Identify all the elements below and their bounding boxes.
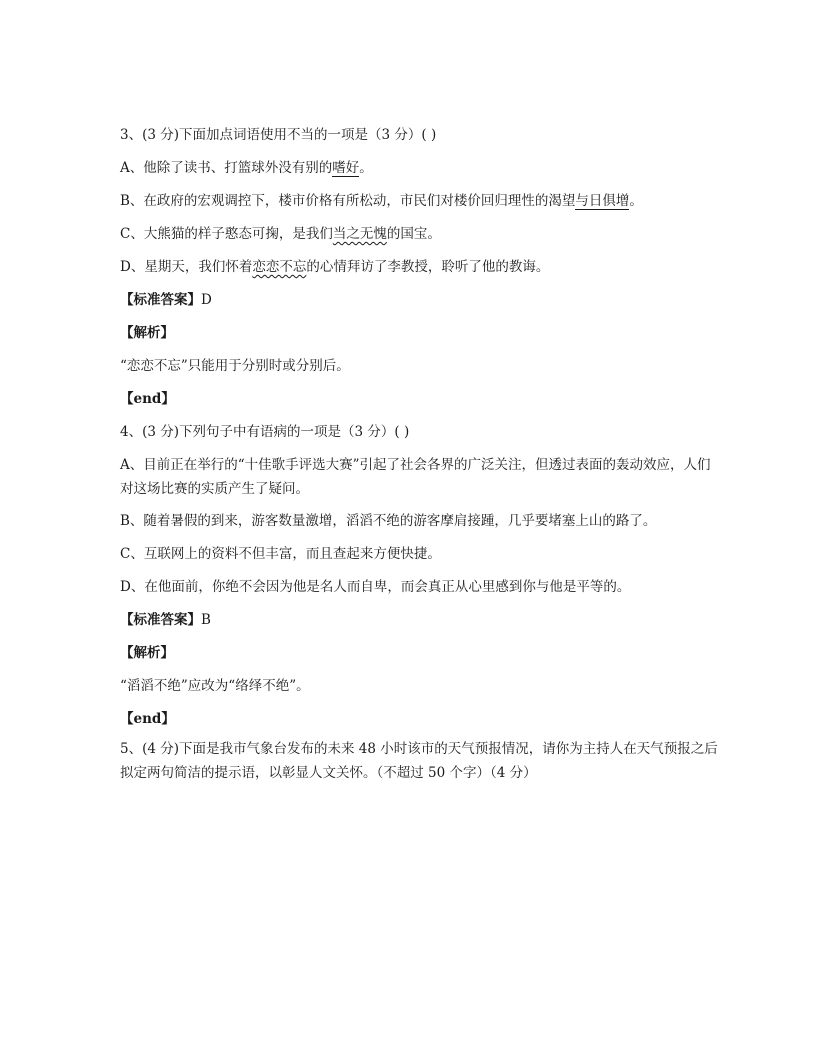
- q4-option-b: B、随着暑假的到来，游客数量激增，滔滔不绝的游客摩肩接踵，几乎要堵塞上山的路了。: [120, 513, 657, 529]
- q4-option-d: D、在他面前，你绝不会因为他是名人而自卑，而会真正从心里感到你与他是平等的。: [120, 579, 631, 595]
- q3-option-c: [120, 225, 720, 243]
- q3-option-b: [120, 192, 720, 210]
- q3-option-b-word: 与日俱增: [575, 193, 630, 209]
- q3-option-a-end: 。: [359, 160, 373, 176]
- q3-option-b-text: B、在政府的宏观调控下，楼市价格有所松动，市民们对楼价回归理性的渴望: [120, 193, 576, 209]
- q4-end-marker: 【end】: [120, 711, 175, 727]
- q3-end-marker: 【end】: [120, 391, 175, 407]
- q4-analysis-text: “滔滔不绝”应改为“络绎不绝”。: [120, 678, 310, 694]
- q3-option-c-end: 的国宝。: [386, 226, 441, 242]
- q3-answer: [120, 291, 720, 309]
- q4-option-c: C、互联网上的资料不但丰富，而且查起来方便快捷。: [120, 546, 441, 562]
- q3-option-a-text: A、他除了读书、打篮球外没有别的: [120, 160, 333, 176]
- q4-option-a: A、目前正在举行的“十佳歌手评选大赛”引起了社会各界的广泛关注，但透过表面的轰动效应，人们对这场比赛的实质产生了疑问。: [120, 457, 711, 497]
- q4-stem: 4、(3 分)下列句子中有语病的一项是（3 分）( ): [120, 424, 410, 440]
- q3-option-c-word: 当之无愧: [332, 226, 387, 242]
- q3-stem: 3、(3 分)下面加点词语使用不当的一项是（3 分）( ): [120, 127, 437, 143]
- q3-option-c-text: C、大熊猫的样子憨态可掬，是我们: [120, 226, 333, 242]
- q4-answer-value: B: [201, 612, 211, 628]
- q3-analysis-text: “恋恋不忘”只能用于分别时或分别后。: [120, 358, 350, 374]
- q3-option-d-text: D、星期天，我们怀着: [120, 259, 253, 275]
- q3-answer-label: 【标准答案】: [120, 292, 201, 308]
- q3-option-a-word: 嗜好: [332, 160, 360, 176]
- q5-stem: 5、(4 分)下面是我市气象台发布的未来 48 小时该市的天气预报情况，请你为主持人在天气预报之后拟定两句简洁的提示语，以彰显人文关怀。（不超过 50 个字）（4 分）: [120, 741, 718, 781]
- q3-option-d: [120, 258, 720, 276]
- q4-answer-label: 【标准答案】: [120, 612, 201, 628]
- q3-answer-value: D: [201, 292, 212, 308]
- q3-option-d-word: 恋恋不忘: [252, 259, 307, 275]
- q4-analysis-label: 【解析】: [120, 645, 174, 661]
- q3-option-b-end: 。: [629, 193, 643, 209]
- q3-analysis-label: 【解析】: [120, 325, 174, 341]
- q3-option-d-end: 的心情拜访了李教授，聆听了他的教诲。: [306, 259, 550, 275]
- q4-answer: [120, 611, 720, 629]
- q3-option-a: [120, 159, 720, 177]
